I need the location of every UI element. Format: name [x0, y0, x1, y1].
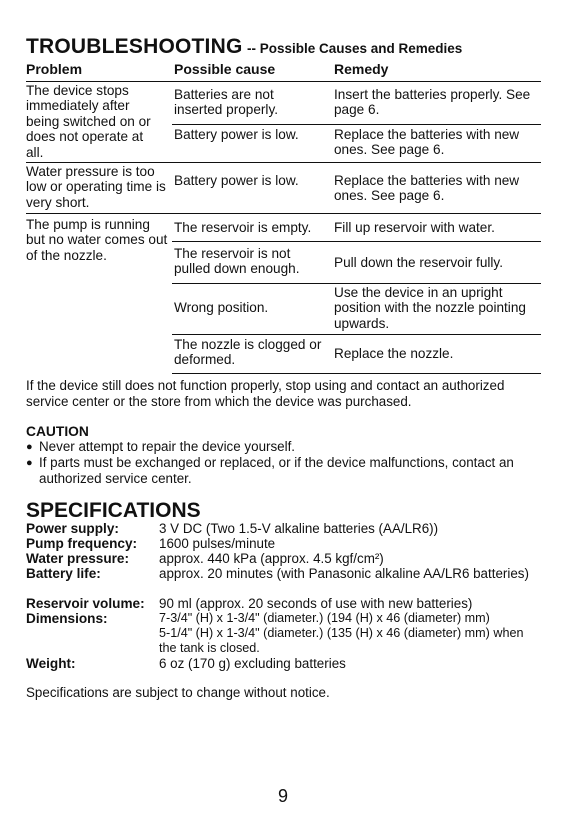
table-header-rule: [26, 81, 541, 82]
cause-cell: The reservoir is empty.: [174, 220, 312, 235]
column-header-remedy: Remedy: [334, 61, 389, 77]
caution-section: [26, 424, 556, 487]
caution-item: [26, 455, 526, 487]
bullet-icon: ●: [26, 441, 33, 453]
specifications-note: Specifications are subject to change without notice.: [26, 685, 330, 700]
spec-value: 7-3/4" (H) x 1-3/4" (diameter.) (194 (H) x 46 (diameter) mm): [159, 611, 490, 625]
caution-item: [26, 439, 556, 455]
remedy-cell: Replace the batteries with new ones. See page 6.: [334, 173, 520, 204]
table-rule: [172, 241, 541, 242]
problem-cell: The pump is running but no water comes out of the nozzle.: [26, 217, 168, 263]
spec-label: Reservoir volume:: [26, 596, 145, 611]
remedy-cell: Replace the nozzle.: [334, 346, 454, 361]
cause-cell: The nozzle is clogged or deformed.: [174, 337, 322, 368]
caution-title: CAUTION: [26, 424, 89, 439]
cause-cell: Batteries are not inserted properly.: [174, 87, 279, 118]
bullet-icon: ●: [26, 457, 33, 469]
remedy-cell: Insert the batteries properly. See page 6.: [334, 87, 531, 118]
troubleshooting-heading: [26, 36, 462, 60]
troubleshooting-title: TROUBLESHOOTING: [26, 35, 243, 58]
specifications-heading: SPECIFICATIONS: [26, 499, 201, 522]
cause-cell: The reservoir is not pulled down enough.: [174, 246, 300, 277]
remedy-cell: Pull down the reservoir fully.: [334, 255, 503, 270]
table-rule: [172, 373, 541, 374]
column-header-problem: Problem: [26, 61, 83, 77]
spec-value: approx. 20 minutes (with Panasonic alkaline AA/LR6 batteries): [159, 566, 529, 581]
column-header-cause: Possible cause: [174, 61, 276, 77]
spec-label: Pump frequency:: [26, 536, 138, 551]
remedy-cell: Replace the batteries with new ones. See page 6.: [334, 127, 520, 158]
problem-cell: The device stops immediately after being switched on or does not operate at all.: [26, 83, 151, 160]
spec-value: 6 oz (170 g) excluding batteries: [159, 656, 346, 671]
spec-label: Power supply:: [26, 521, 119, 536]
remedy-cell: Fill up reservoir with water.: [334, 220, 495, 235]
page-number: 9: [278, 786, 289, 806]
spec-value: 1600 pulses/minute: [159, 536, 276, 551]
spec-label: Dimensions:: [26, 611, 108, 626]
caution-item-text: Never attempt to repair the device yourself.: [39, 439, 296, 454]
caution-item-text: If parts must be exchanged or replaced, or if the device malfunctions, contact an authorized service center.: [39, 455, 514, 486]
table-rule: [172, 334, 541, 335]
troubleshooting-note: If the device still does not function properly, stop using and contact an authorized service center or the store from which the device was purchased.: [26, 378, 505, 409]
spec-label: Battery life:: [26, 566, 101, 581]
remedy-cell: Use the device in an upright position with the nozzle pointing upwards.: [334, 285, 526, 331]
spec-value: 90 ml (approx. 20 seconds of use with new batteries): [159, 596, 473, 611]
problem-cell: Water pressure is too low or operating time is very short.: [26, 164, 166, 210]
spec-label: Water pressure:: [26, 551, 129, 566]
cause-cell: Wrong position.: [174, 300, 269, 315]
spec-value: 3 V DC (Two 1.5-V alkaline batteries (AA/LR6)): [159, 521, 439, 536]
spec-value: 5-1/4" (H) x 1-3/4" (diameter.) (135 (H) x 46 (diameter) mm) when the tank is closed.: [159, 626, 524, 656]
table-rule: [172, 124, 541, 125]
spec-value: approx. 440 kPa (approx. 4.5 kgf/cm²): [159, 551, 384, 566]
spec-label: Weight:: [26, 656, 76, 671]
table-rule: [26, 213, 541, 214]
table-rule: [26, 162, 541, 163]
table-rule: [172, 283, 541, 284]
cause-cell: Battery power is low.: [174, 173, 299, 188]
troubleshooting-subtitle: -- Possible Causes and Remedies: [246, 41, 463, 56]
cause-cell: Battery power is low.: [174, 127, 299, 142]
